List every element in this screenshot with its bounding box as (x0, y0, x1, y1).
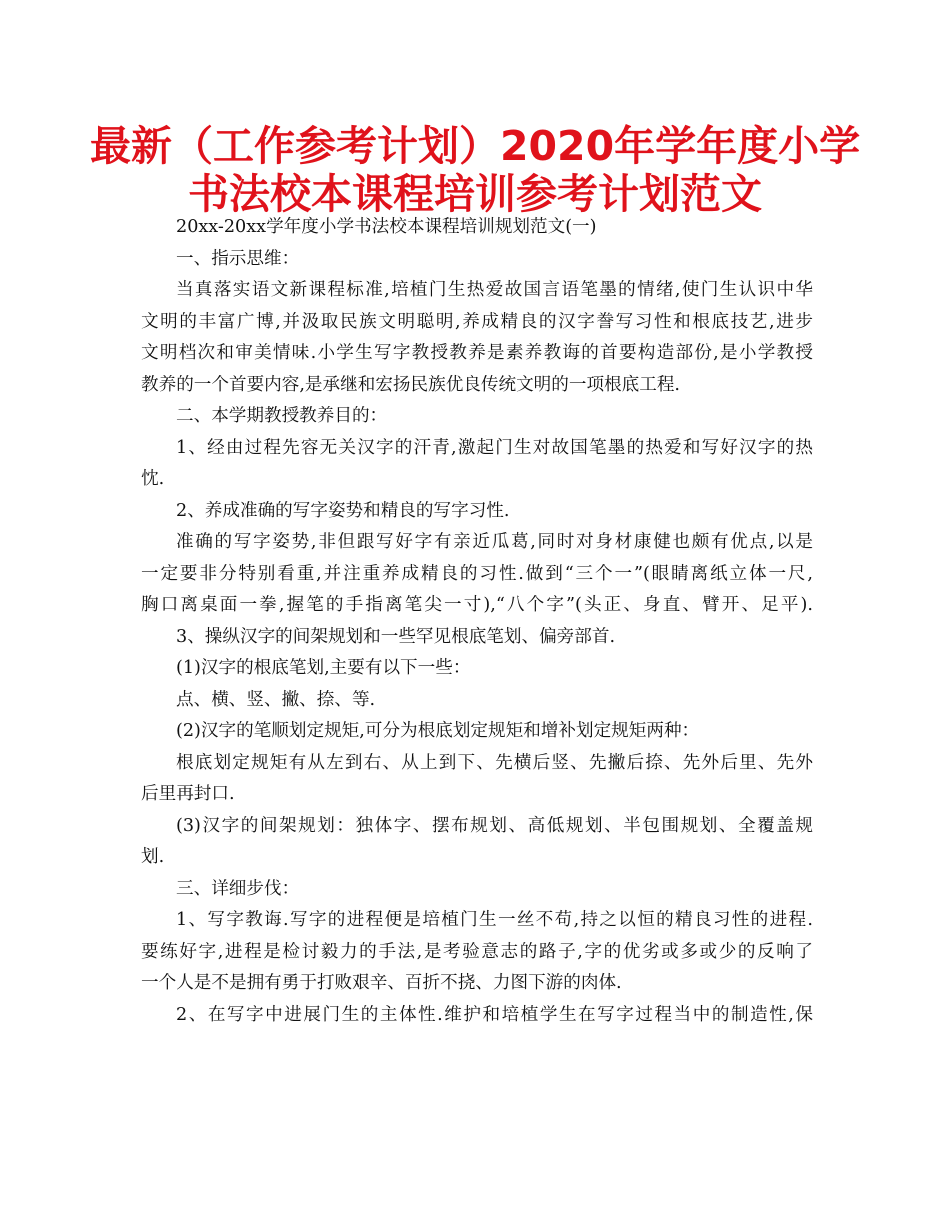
paragraph-line: (1)汉字的根底笔划,主要有以下一些： (176, 658, 471, 678)
paragraph-line: 要练好字,进程是检讨毅力的手法,是考验意志的路子,字的优劣或多或少的反响了 (141, 941, 813, 962)
paragraph-line: 三、详细步伐： (176, 878, 300, 899)
paragraph-line: 教养的一个首要内容,是承继和宏扬民族优良传统文明的一项根底工程. (141, 374, 681, 395)
paragraph-line: 后里再封口. (141, 784, 235, 804)
paragraph-line: 划. (141, 847, 165, 867)
paragraph-line: 二、本学期教授教养目的： (176, 406, 388, 426)
paragraph-line: 准确的写字姿势,非但跟写好字有亲近瓜葛,同时对身材康健也颇有优点,以是 (176, 532, 813, 552)
paragraph-line: 忱. (141, 469, 165, 489)
paragraph-line: 一个人是不是拥有勇于打败艰辛、百折不挠、力图下游的肉体. (141, 973, 622, 993)
document-title-line-2: 书法校本课程培训参考计划范文 (188, 170, 762, 218)
paragraph-line: 1、经由过程先容无关汉字的汗青,激起门生对故国笔墨的热爱和写好汉字的热 (176, 437, 813, 458)
paragraph-line: 当真落实语文新课程标准,培植门生热爱故国言语笔墨的情绪,使门生认识中华 (176, 280, 813, 300)
paragraph-line: 点、横、竖、撇、捺、等. (176, 689, 376, 710)
document-body (141, 212, 813, 1031)
paragraph-line: (2)汉字的笔顺划定规矩,可分为根底划定规矩和增补划定规矩两种： (176, 721, 700, 741)
paragraph-line: (3)汉字的间架规划：独体字、摆布规划、高低规划、半包围规划、全覆盖规 (176, 815, 813, 836)
paragraph-line: 一定要非分特别看重,并注重养成精良的习性.做到“三个一”(眼睛离纸立体一尺, (141, 563, 813, 584)
document-title-line-1: 最新（工作参考计划）2020年学年度小学 (90, 122, 861, 170)
paragraph-line: 2、在写字中进展门生的主体性.维护和培植学生在写字过程当中的制造性,保 (176, 1004, 813, 1025)
paragraph-line: 3、操纵汉字的间架规划和一些罕见根底笔划、偏旁部首. (176, 626, 616, 647)
paragraph-line: 20xx-20xx学年度小学书法校本课程培训规划范文(一) (176, 217, 597, 237)
paragraph-line: 一、指示思维： (176, 248, 300, 269)
paragraph-line: 胸口离桌面一拳,握笔的手指离笔尖一寸),“八个字”(头正、身直、臂开、足平). (141, 595, 813, 615)
paragraph-line: 2、养成准确的写字姿势和精良的写字习性. (176, 500, 510, 521)
paragraph-line: 根底划定规矩有从左到右、从上到下、先横后竖、先撇后捺、先外后里、先外 (176, 752, 813, 773)
paragraph-line: 文明档次和审美情味.小学生写字教授教养是素养教诲的首要构造部份,是小学教授 (141, 343, 813, 363)
paragraph-line: 文明的丰富广博,并汲取民族文明聪明,养成精良的汉字誊写习性和根底技艺,进步 (141, 311, 813, 332)
paragraph-line: 1、写字教诲.写字的进程便是培植门生一丝不苟,持之以恒的精良习性的进程. (176, 910, 813, 930)
